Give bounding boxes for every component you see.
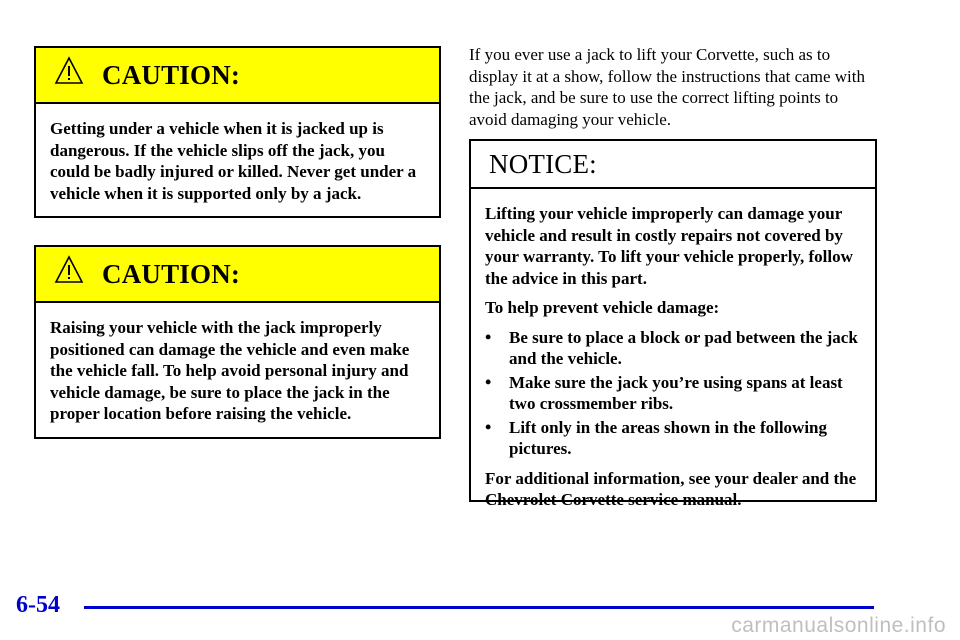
page-number: 6-54 — [16, 592, 60, 618]
caution-text: Raising your vehicle with the jack improperly positioned can damage the vehicle and even make the vehicle fall. To help avoid personal injury and vehicle damage, be sure to place the jack in the proper location before raising the vehicle. — [50, 318, 410, 423]
footer-rule — [84, 606, 874, 609]
warning-triangle-icon — [54, 56, 84, 86]
list-item-text: Lift only in the areas shown in the following pictures. — [509, 417, 828, 458]
list-item-text: Be sure to place a block or pad between the jack and the vehicle. — [509, 327, 858, 368]
list-item-text: Make sure the jack you’re using spans at least two crossmember ribs. — [509, 372, 843, 413]
warning-triangle-icon — [54, 255, 84, 285]
notice-body — [471, 189, 875, 529]
notice-header — [471, 141, 875, 189]
intro-paragraph: If you ever use a jack to lift your Corvette, such as to display it at a show, follow the instructions that came with the jack, and be sure to use the correct lifting points to avoid damaging your vehicle. — [469, 45, 865, 129]
caution-box-jack-position — [34, 245, 441, 439]
notice-paragraph: For additional information, see your dealer and the Chevrolet Corvette service manual. — [485, 468, 857, 509]
caution-body — [36, 104, 439, 222]
notice-box — [469, 139, 877, 509]
caution-text: Getting under a vehicle when it is jacked up is dangerous. If the vehicle slips off the jack, you could be badly injured or killed. Never get under a vehicle when it is supported only by a jack. — [50, 119, 417, 203]
notice-bullet-list — [485, 327, 861, 460]
caution-title: CAUTION: — [102, 258, 241, 289]
list-item — [485, 372, 861, 415]
notice-paragraph: Lifting your vehicle improperly can damage your vehicle and result in costly repairs not covered by your warranty. To lift your vehicle properly, follow the advice in this part. — [485, 204, 853, 288]
bullet-dot-icon: • — [485, 416, 492, 437]
list-item — [485, 327, 861, 370]
notice-paragraph: To help prevent vehicle damage: — [485, 298, 720, 317]
caution-header — [36, 48, 439, 104]
notice-title: NOTICE: — [489, 148, 597, 179]
caution-title: CAUTION: — [102, 59, 241, 90]
caution-body — [36, 303, 439, 443]
caution-header — [36, 247, 439, 303]
watermark: carmanualsonline.info — [731, 614, 946, 637]
bullet-dot-icon: • — [485, 326, 492, 347]
list-item — [485, 417, 861, 460]
bullet-dot-icon: • — [485, 371, 492, 392]
caution-box-jacked-vehicle — [34, 46, 441, 218]
